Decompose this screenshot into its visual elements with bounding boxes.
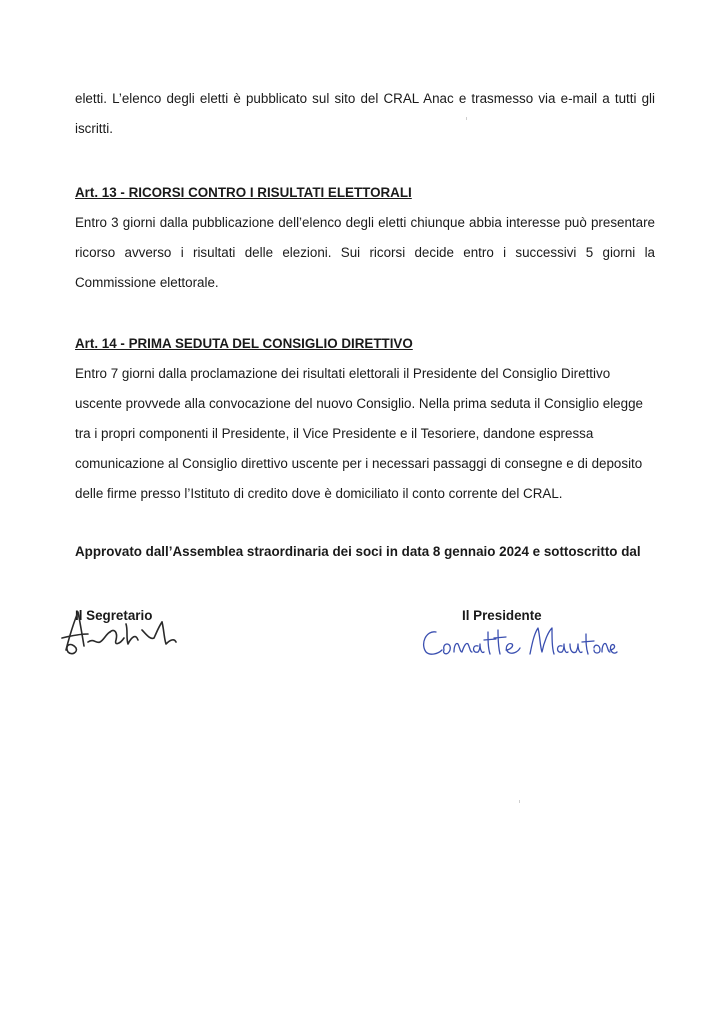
document-page bbox=[75, 84, 655, 567]
approval-statement: Approvato dall’Assemblea straordinaria dei soci in data 8 gennaio 2024 e sottoscritto dal bbox=[75, 544, 641, 559]
president-signature bbox=[418, 622, 618, 668]
spacer bbox=[75, 144, 655, 178]
president-label: Il Presidente bbox=[462, 608, 542, 623]
spacer bbox=[75, 298, 655, 329]
secretary-signature bbox=[58, 604, 198, 660]
art13-body: Entro 3 giorni dalla pubblicazione dell’elenco degli eletti chiunque abbia interesse può presentare ricorso avverso i risultati delle elezioni. Sui ricorsi decide entro i successivi 5 giorni la Commissione elettorale. bbox=[75, 215, 655, 290]
intro-paragraph: eletti. L’elenco degli eletti è pubblicato sul sito del CRAL Anac e trasmesso via e-mail a tutti gli iscritti. bbox=[75, 91, 655, 136]
scan-artifact bbox=[519, 800, 520, 803]
spacer bbox=[75, 509, 655, 537]
scan-artifact bbox=[466, 117, 467, 120]
art14-heading: Art. 14 - PRIMA SEDUTA DEL CONSIGLIO DIRETTIVO bbox=[75, 336, 413, 351]
secretary-label: Il Segretario bbox=[75, 608, 153, 623]
art13-heading: Art. 13 - RICORSI CONTRO I RISULTATI ELETTORALI bbox=[75, 185, 412, 200]
art14-body: Entro 7 giorni dalla proclamazione dei risultati elettorali il Presidente del Consiglio Direttivo uscente provvede alla convocazione del nuovo Consiglio. Nella prima seduta il Consiglio elegge tra i propri componenti il Presidente, il Vice Presidente e il Tesoriere, dandone espressa comunicazione al Consiglio direttivo uscente per i necessari passaggi di consegne e di deposito delle firme presso l’Istituto di credito dove è domiciliato il conto corrente del CRAL. bbox=[75, 366, 643, 501]
